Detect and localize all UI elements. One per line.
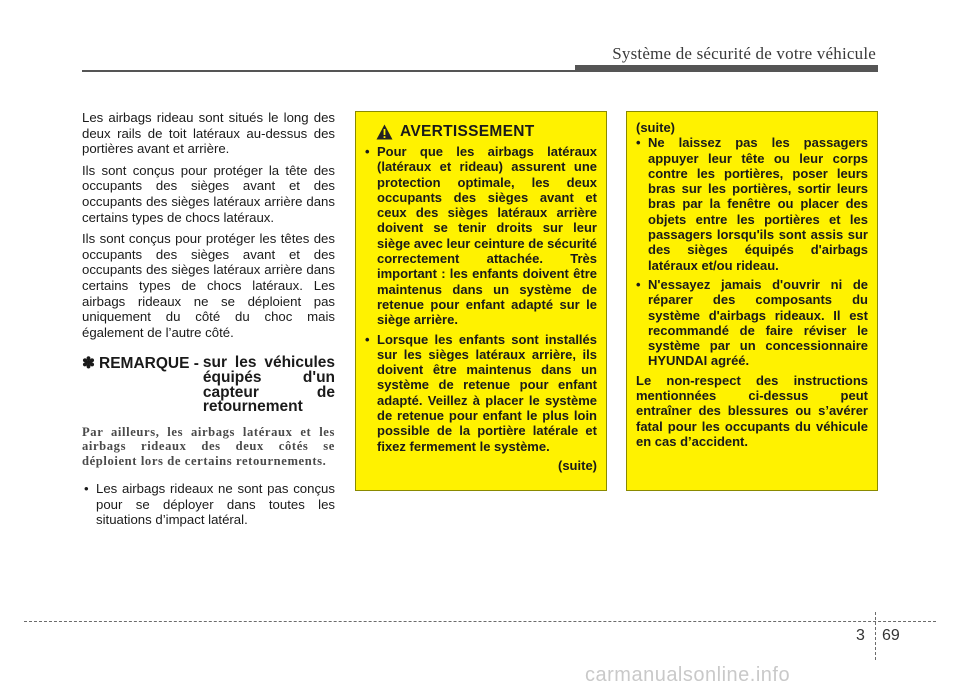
list-item-text: Lorsque les enfants sont installés sur les sièges latéraux arrière, ils doivent être maintenus dans un système de retenue pour enfant adapté. Veillez à placer le système de retenue pour enfant le plus loin possible de la portière latérale et fixez fermement le système. [377, 331, 597, 454]
bullet-icon: • [84, 481, 89, 497]
warning-title: AVERTISSEMENT [400, 123, 535, 141]
list-item [636, 277, 868, 369]
note-label [82, 356, 199, 372]
continued-label: (suite) [558, 457, 597, 473]
page-header-title: Système de sécurité de votre véhicule [612, 44, 876, 63]
header-rule-accent [575, 65, 878, 72]
warning-box-continued [626, 111, 878, 491]
continued-label: (suite) [636, 120, 675, 135]
star-icon: ✽ [82, 355, 95, 373]
note-paragraph: Par ailleurs, les airbags latéraux et les airbags rideaux des deux côtés se déploient lors de certains retournements. [82, 424, 335, 469]
note-subject: sur les véhicules équipés d'un capteur de retournement [202, 354, 335, 416]
bullet-icon: • [365, 331, 370, 347]
footer-rule [24, 621, 936, 622]
warning-paragraph: Le non-respect des instructions mentionnées ci-dessus peut entraîner des blessures ou s’avérer fatal pour les occupants du véhicule en cas d’accident. [636, 372, 868, 449]
note-heading [82, 356, 335, 414]
chapter-number: 3 [856, 627, 865, 644]
bullet-icon: • [636, 135, 641, 151]
list-item [365, 144, 597, 328]
list-item [82, 481, 335, 528]
left-column [82, 110, 335, 528]
bullet-icon: • [636, 276, 641, 292]
list-item-text: Les airbags rideaux ne sont pas conçus pour se déployer dans toutes les situations d’impact latéral. [96, 481, 335, 528]
note-lead-text: REMARQUE - [99, 355, 199, 373]
paragraph: Ils sont conçus pour protéger les têtes des occupants des sièges avant et des occupants des sièges latéraux arrière dans certains types de chocs latéraux. Les airbags rideaux ne se déploient pas uniquement du côté du choc mais également de l’autre côté. [82, 231, 335, 340]
warning-heading [376, 124, 597, 140]
bullet-icon: • [365, 144, 370, 159]
page-number-divider [875, 612, 876, 660]
paragraph: Ils sont conçus pour protéger la tête des occupants des sièges avant et des occupants des sièges latéraux arrière dans certains types de chocs latéraux. [82, 162, 335, 225]
list-item-text: Pour que les airbags latéraux (latéraux et rideau) assurent une protection optimale, les deux occupants des sièges avant et ceux des sièges latéraux arrière doivent se tenir droits sur leur siège avec leur ceinture de sécurité correctement attachée. Très important : les enfants doivent être maintenus dans un système de retenue pour enfant adapté sur le siège arrière. [377, 144, 597, 328]
page-number: 69 [882, 627, 900, 644]
list-item [365, 332, 597, 454]
watermark: carmanualsonline.info [585, 664, 791, 686]
list-item-text: Ne laissez pas les passagers appuyer leur tête ou leur corps contre les portières, poser leurs bras sur les portières, sortir leurs bras par la fenêtre ou placer des objets entre les portières et les passagers lorsqu'ils sont assis sur des sièges équipés d'airbags latéraux et/ou rideau. [648, 135, 868, 273]
warning-triangle-icon [376, 124, 393, 140]
list-item-text: N'essayez jamais d'ouvrir ni de réparer des composants du système d'airbags rideaux. Il est recommandé de faire réviser le système par un concessionnaire HYUNDAI agréé. [648, 276, 868, 369]
header-rule [82, 70, 582, 72]
paragraph: Les airbags rideau sont situés le long des deux rails de toit latéraux au-dessus des portières avant et arrière. [82, 110, 335, 157]
list-item [636, 135, 868, 273]
warning-box [355, 111, 607, 491]
